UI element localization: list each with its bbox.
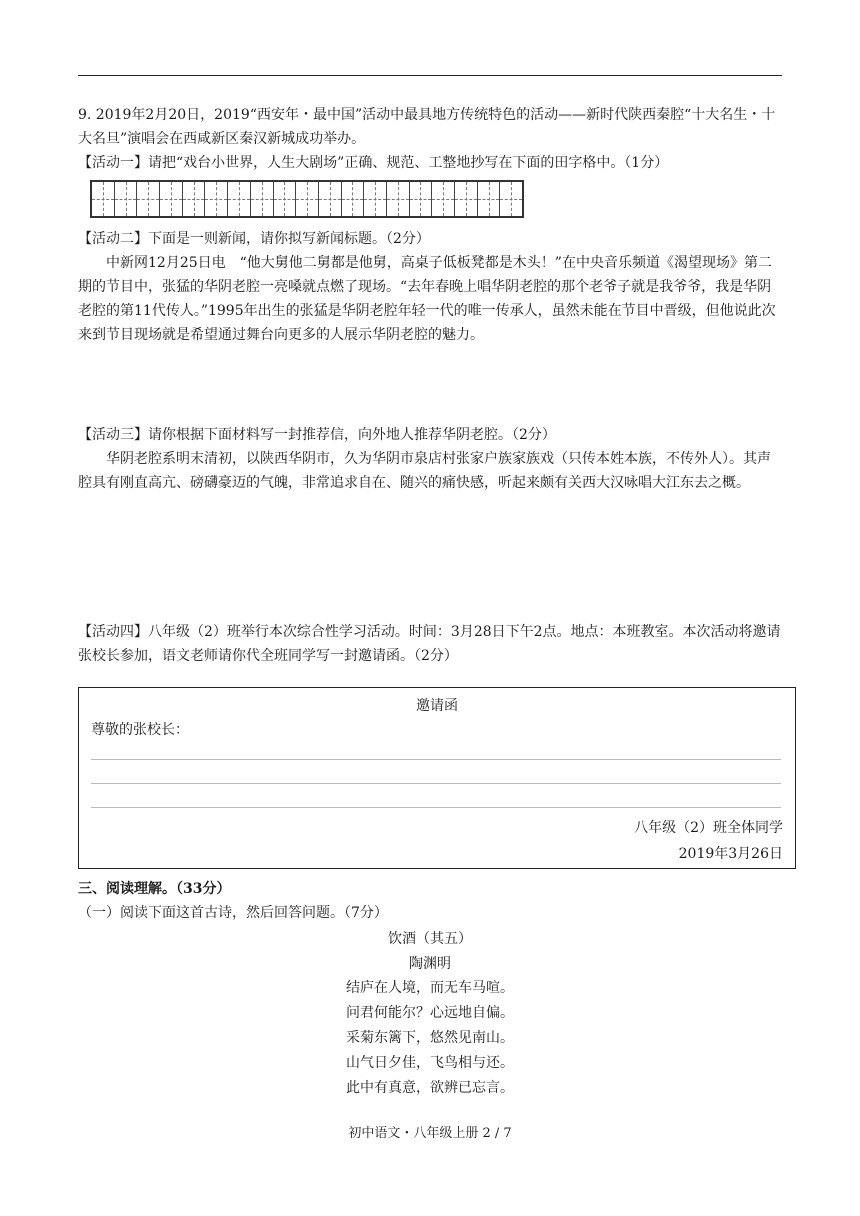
- activity-4-heading: 【活动四】: [78, 624, 148, 640]
- grid-cell[interactable]: [251, 182, 274, 216]
- activity-1: [78, 151, 784, 175]
- writing-line[interactable]: [91, 783, 781, 784]
- header-rule: [78, 75, 782, 76]
- grid-cell[interactable]: [432, 182, 455, 216]
- grid-cell[interactable]: [160, 182, 183, 216]
- section-3-title: 三、阅读理解。（33分）: [78, 881, 231, 897]
- grid-cell[interactable]: [478, 182, 501, 216]
- grid-cell[interactable]: [228, 182, 251, 216]
- grid-cell[interactable]: [92, 182, 115, 216]
- writing-line[interactable]: [91, 807, 781, 808]
- grid-cell[interactable]: [137, 182, 160, 216]
- invitation-salutation: 尊敬的张校长：: [91, 722, 189, 738]
- poem-author: 陶渊明: [409, 956, 451, 972]
- activity-4-text: 八年级（2）班举行本次综合性学习活动。时间：3月28日下午2点。地点：本班教室。本次活动将邀请张校长参加，语文老师请你代全班同学写一封邀请函。（2分）: [78, 624, 781, 664]
- grid-cell[interactable]: [364, 182, 387, 216]
- invitation-date: 2019年3月26日: [678, 846, 783, 862]
- question-9-intro: 9. 2019年2月20日，2019“西安年・最中国”活动中最具地方传统特色的活动——新时代陕西秦腔“十大名生・十大名旦”演唱会在西咸新区秦汉新城成功举办。: [78, 107, 776, 147]
- poem-title: 饮酒（其五）: [388, 931, 472, 947]
- activity-2-text: 下面是一则新闻，请你拟写新闻标题。（2分）: [148, 231, 430, 247]
- grid-cell[interactable]: [387, 182, 410, 216]
- activity-2: [78, 227, 784, 251]
- invitation-box: [78, 687, 796, 869]
- grid-cell[interactable]: [183, 182, 206, 216]
- grid-cell[interactable]: [319, 182, 342, 216]
- activity-4: [78, 620, 784, 668]
- poem-line: 结庐在人境，而无车马喧。: [346, 980, 514, 996]
- page-footer: 初中语文・八年级上册 2 / 7: [348, 1126, 512, 1141]
- grid-cell[interactable]: [455, 182, 478, 216]
- grid-cell[interactable]: [115, 182, 138, 216]
- grid-cell[interactable]: [296, 182, 319, 216]
- part-1-instruction: （一）阅读下面这首古诗，然后回答问题。（7分）: [78, 905, 388, 921]
- activity-2-heading: 【活动二】: [78, 231, 148, 247]
- grid-cell[interactable]: [274, 182, 297, 216]
- news-article: 中新网12月25日电 “他大舅他二舅都是他舅，高桌子低板凳都是木头！”在中央音乐频道《渴望现场》第二期的节目中，张猛的华阴老腔一亮嗓就点燃了现场。“去年春晚上唱华阴老腔的那个老爷子就是我爷爷，我是华阴老腔的第11代传人。”1995年出生的张猛是华阴老腔年轻一代的唯一传承人，虽然未能在节目中晋级，但他说此次来到节目现场就是希望通过舞台向更多的人展示华阴老腔的魅力。: [78, 255, 776, 343]
- activity-3: [78, 423, 784, 447]
- activity-1-heading: 【活动一】: [78, 155, 148, 171]
- grid-cell[interactable]: [500, 182, 522, 216]
- poem-line: 采菊东篱下，悠然见南山。: [346, 1030, 514, 1046]
- invitation-title: 邀请函: [416, 698, 458, 714]
- tianzi-grid[interactable]: [90, 180, 524, 218]
- activity-1-text: 请把“戏台小世界，人生大剧场”正确、规范、工整地抄写在下面的田字格中。（1分）: [148, 155, 669, 171]
- grid-cell[interactable]: [205, 182, 228, 216]
- writing-line[interactable]: [91, 759, 781, 760]
- activity-3-heading: 【活动三】: [78, 427, 148, 443]
- grid-cell[interactable]: [410, 182, 433, 216]
- poem-line: 山气日夕佳，飞鸟相与还。: [346, 1055, 514, 1071]
- poem-line: 此中有真意，欲辨已忘言。: [346, 1080, 514, 1096]
- grid-cell[interactable]: [342, 182, 365, 216]
- invitation-signature: 八年级（2）班全体同学: [634, 820, 783, 836]
- activity-3-material: 华阴老腔系明末清初，以陕西华阴市，久为华阴市泉店村张家户族家族戏（只传本姓本族，不传外人）。其声腔具有刚直高亢、磅礴豪迈的气魄，非常追求自在、随兴的痛快感，听起来颇有关西大汉咏唱大江东去之概。: [78, 451, 771, 491]
- poem-line: 问君何能尔？心远地自偏。: [346, 1005, 514, 1021]
- activity-3-text: 请你根据下面材料写一封推荐信，向外地人推荐华阴老腔。（2分）: [148, 427, 556, 443]
